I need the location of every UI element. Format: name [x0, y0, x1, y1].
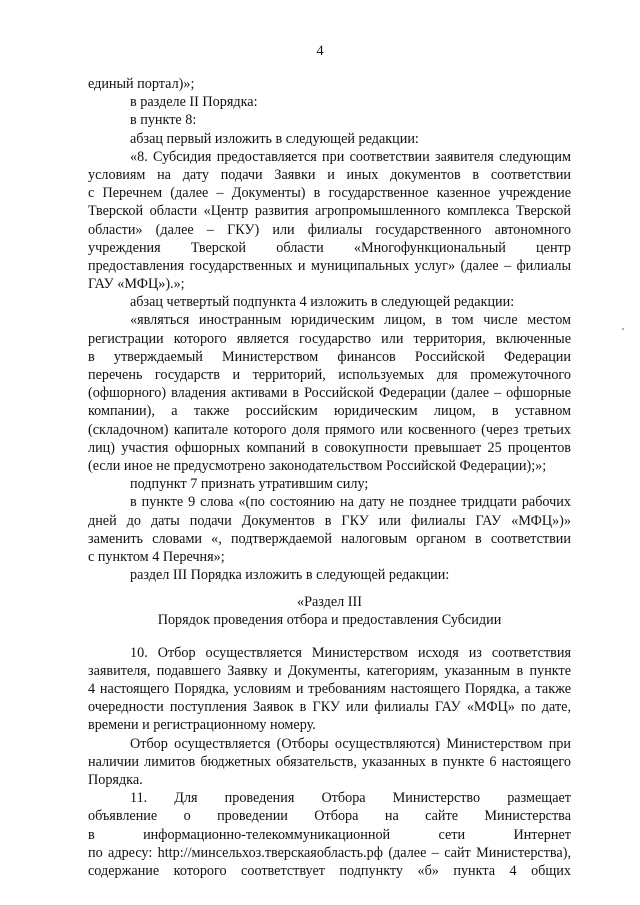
text-line: с Перечнем (далее – Документы) в государственное казенное учреждение	[88, 185, 571, 202]
text-line: компании), а также российским юридическим лицом, в уставном	[88, 403, 571, 420]
text-line: в пункте 9 слова «(по состоянию на дату не позднее тридцати рабочих	[130, 494, 571, 511]
text-line: в пункте 8:	[130, 112, 197, 129]
text-line: объявление о проведении Отбора на сайте Министерства	[88, 808, 571, 825]
text-line: (складочном) капитале которого доля прямого или косвенного (через третьих	[88, 421, 571, 438]
text-line: наличии лимитов бюджетных обязательств, указанных в пункте 6 настоящего	[88, 753, 571, 770]
text-line: регистрации которого является государство или территория, включенные	[88, 330, 571, 347]
text-line: с пунктом 4 Перечня»;	[88, 548, 225, 565]
text-line: 10. Отбор осуществляется Министерством исходя из соответствия	[130, 644, 571, 661]
text-line: ГАУ «МФЦ»).»;	[88, 276, 185, 293]
text-line: 11. Для проведения Отбора Министерство размещает	[130, 790, 571, 807]
text-line: (офшорного) владения активами в Российской Федерации (далее – офшорные	[88, 385, 571, 402]
page-number: 4	[316, 43, 324, 59]
text-line: «являться иностранным юридическим лицом, в том числе местом	[130, 312, 571, 329]
text-line: области» (далее – ГКУ) или филиалы государственного автономного	[88, 221, 571, 238]
text-line: очередности поступления Заявок в ГКУ или филиалы ГАУ «МФЦ» по дате,	[88, 699, 571, 716]
scan-speck	[622, 328, 624, 330]
text-line: единый портал)»;	[88, 76, 195, 92]
text-line: предоставления государственных и муниципальных услуг» (далее – филиалы	[88, 257, 571, 274]
text-line: подпункт 7 признать утратившим силу;	[130, 476, 369, 493]
text-line: абзац первый изложить в следующей редакции:	[130, 130, 419, 147]
text-line: лиц) участия офшорных компаний в совокупности превышает 25 процентов	[88, 439, 571, 456]
text-line: (если иное не предусмотрено законодательством Российской Федерации);»;	[88, 457, 547, 474]
text-line: времени и регистрационному номеру.	[88, 717, 316, 734]
text-line: по адресу: http://минсельхоз.тверскаяобласть.рф (далее – сайт Министерства),	[88, 844, 571, 861]
text-line: перечень государств и территорий, используемых для промежуточного	[88, 367, 571, 383]
text-line: в разделе II Порядка:	[130, 94, 258, 111]
text-line: «8. Субсидия предоставляется при соответствии заявителя следующим	[130, 148, 571, 165]
text-line: в информационно-телекоммуникационной сети Интернет	[88, 826, 571, 843]
text-line: 4 настоящего Порядка, условиям и требованиям настоящего Порядка, а также	[88, 681, 571, 697]
text-line: Отбор осуществляется (Отборы осуществляются) Министерством при	[130, 735, 571, 752]
text-line: раздел III Порядка изложить в следующей редакции:	[130, 567, 450, 584]
section-heading: «Раздел III	[297, 594, 362, 611]
text-line: заменить словами «, подтверждаемой налоговым органом в соответствии	[88, 530, 571, 547]
text-line: Порядка.	[88, 771, 143, 788]
text-line: учреждения Тверской области «Многофункциональный центр	[88, 239, 571, 256]
text-line: заявителя, подавшего Заявку и Документы, категориям, указанным в пункте	[88, 662, 571, 679]
text-line: в утверждаемый Министерством финансов Российской Федерации	[88, 348, 571, 365]
text-line: дней до даты подачи Документов в ГКУ или филиалы ГАУ «МФЦ»)»	[88, 512, 571, 529]
text-line: содержание которого соответствует подпункту «б» пункта 4 общих	[88, 862, 571, 879]
section-title: Порядок проведения отбора и предоставления Субсидии	[157, 612, 502, 629]
text-line: условиям на дату подачи Заявки и иных документов в соответствии	[88, 166, 571, 183]
text-line: абзац четвертый подпункта 4 изложить в следующей редакции:	[130, 294, 515, 311]
text-line: Тверской области «Центр развития агропромышленного комплекса Тверской	[88, 203, 571, 220]
document-body	[88, 75, 571, 880]
